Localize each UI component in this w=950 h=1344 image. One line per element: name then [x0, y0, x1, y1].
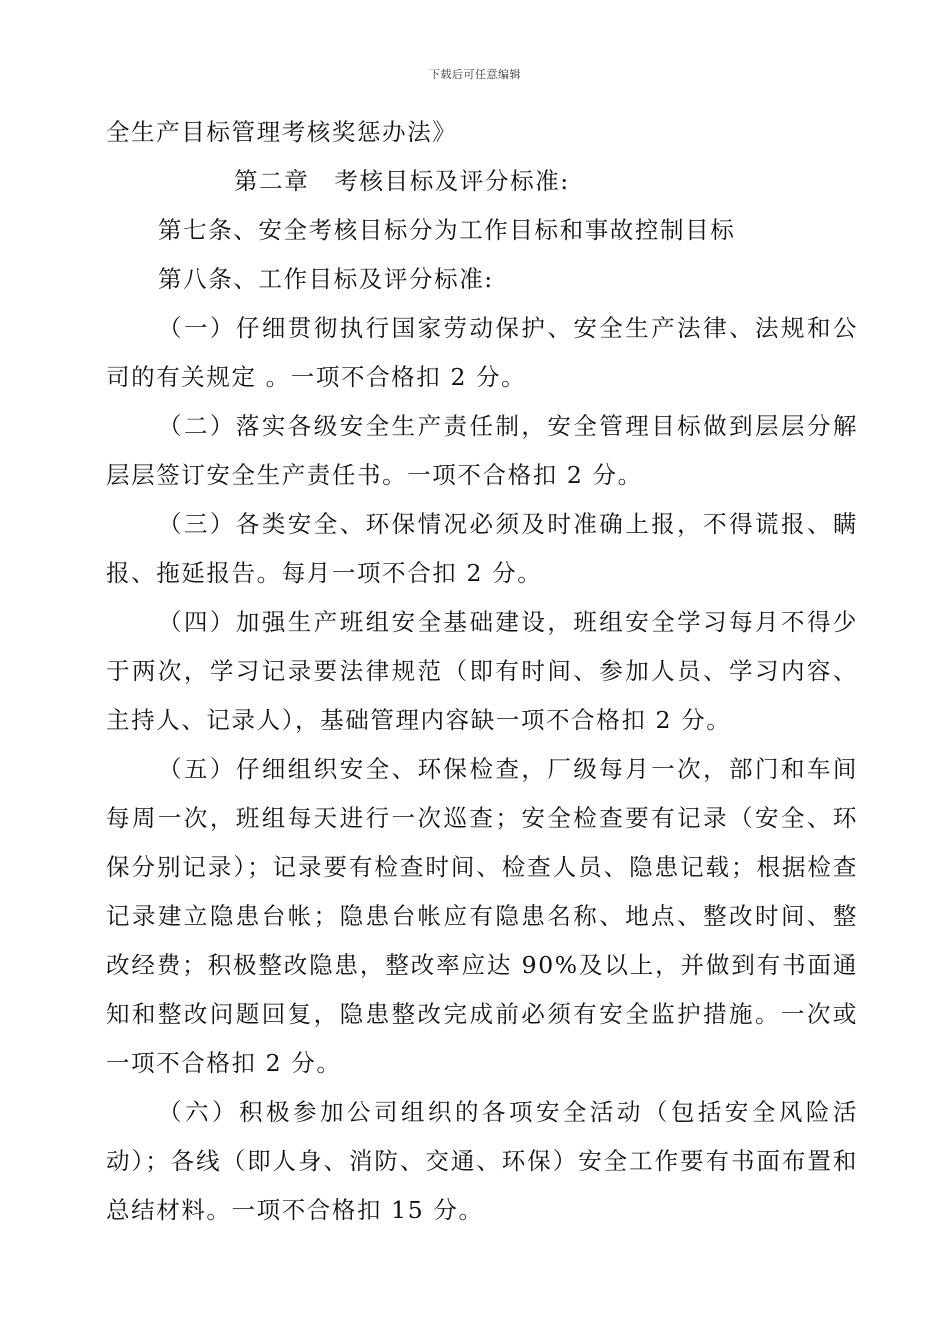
page-header: 下载后可任意编辑	[429, 68, 521, 81]
document-body	[106, 108, 858, 1235]
item-4: （四）加强生产班组安全基础建设，班组安全学习每月不得少于两次，学习记录要法律规范（即有时间、参加人员、学习内容、主持人、记录人），基础管理内容缺一项不合格扣 2 分。	[106, 608, 858, 734]
chapter-title: 第二章 考核目标及评分标准:	[234, 167, 570, 195]
item-6: （六）积极参加公司组织的各项安全活动（包括安全风险活动）；各线（即人身、消防、交通、环保）安全工作要有书面布置和总结材料。一项不合格扣 15 分。	[106, 1098, 858, 1224]
continuation-line: 全生产目标管理考核奖惩办法》	[106, 118, 458, 146]
item-1: （一）仔细贯彻执行国家劳动保护、安全生产法律、法规和公司的有关规定 。一项不合格扣 2 分。	[106, 314, 858, 391]
article-8: 第八条、工作目标及评分标准:	[158, 265, 494, 293]
item-2: （二）落实各级安全生产责任制，安全管理目标做到层层分解层层签订安全生产责任书。一项不合格扣 2 分。	[106, 412, 858, 489]
item-3: （三）各类安全、环保情况必须及时准确上报，不得谎报、瞒报、拖延报告。每月一项不合扣 2 分。	[106, 510, 858, 587]
item-5: （五）仔细组织安全、环保检查，厂级每月一次，部门和车间每周一次，班组每天进行一次巡查；安全检查要有记录（安全、环保分别记录）；记录要有检查时间、检查人员、隐患记载；根据检查记录建立隐患台帐；隐患台帐应有隐患名称、地点、整改时间、整改经费；积极整改隐患，整改率应达 90%及以上，并做到有书面通知和整改问题回复，隐患整改完成前必须有安全监护措施。一次或一项不合格扣 2 分。	[106, 755, 858, 1077]
article-7: 第七条、安全考核目标分为工作目标和事故控制目标	[158, 216, 736, 244]
